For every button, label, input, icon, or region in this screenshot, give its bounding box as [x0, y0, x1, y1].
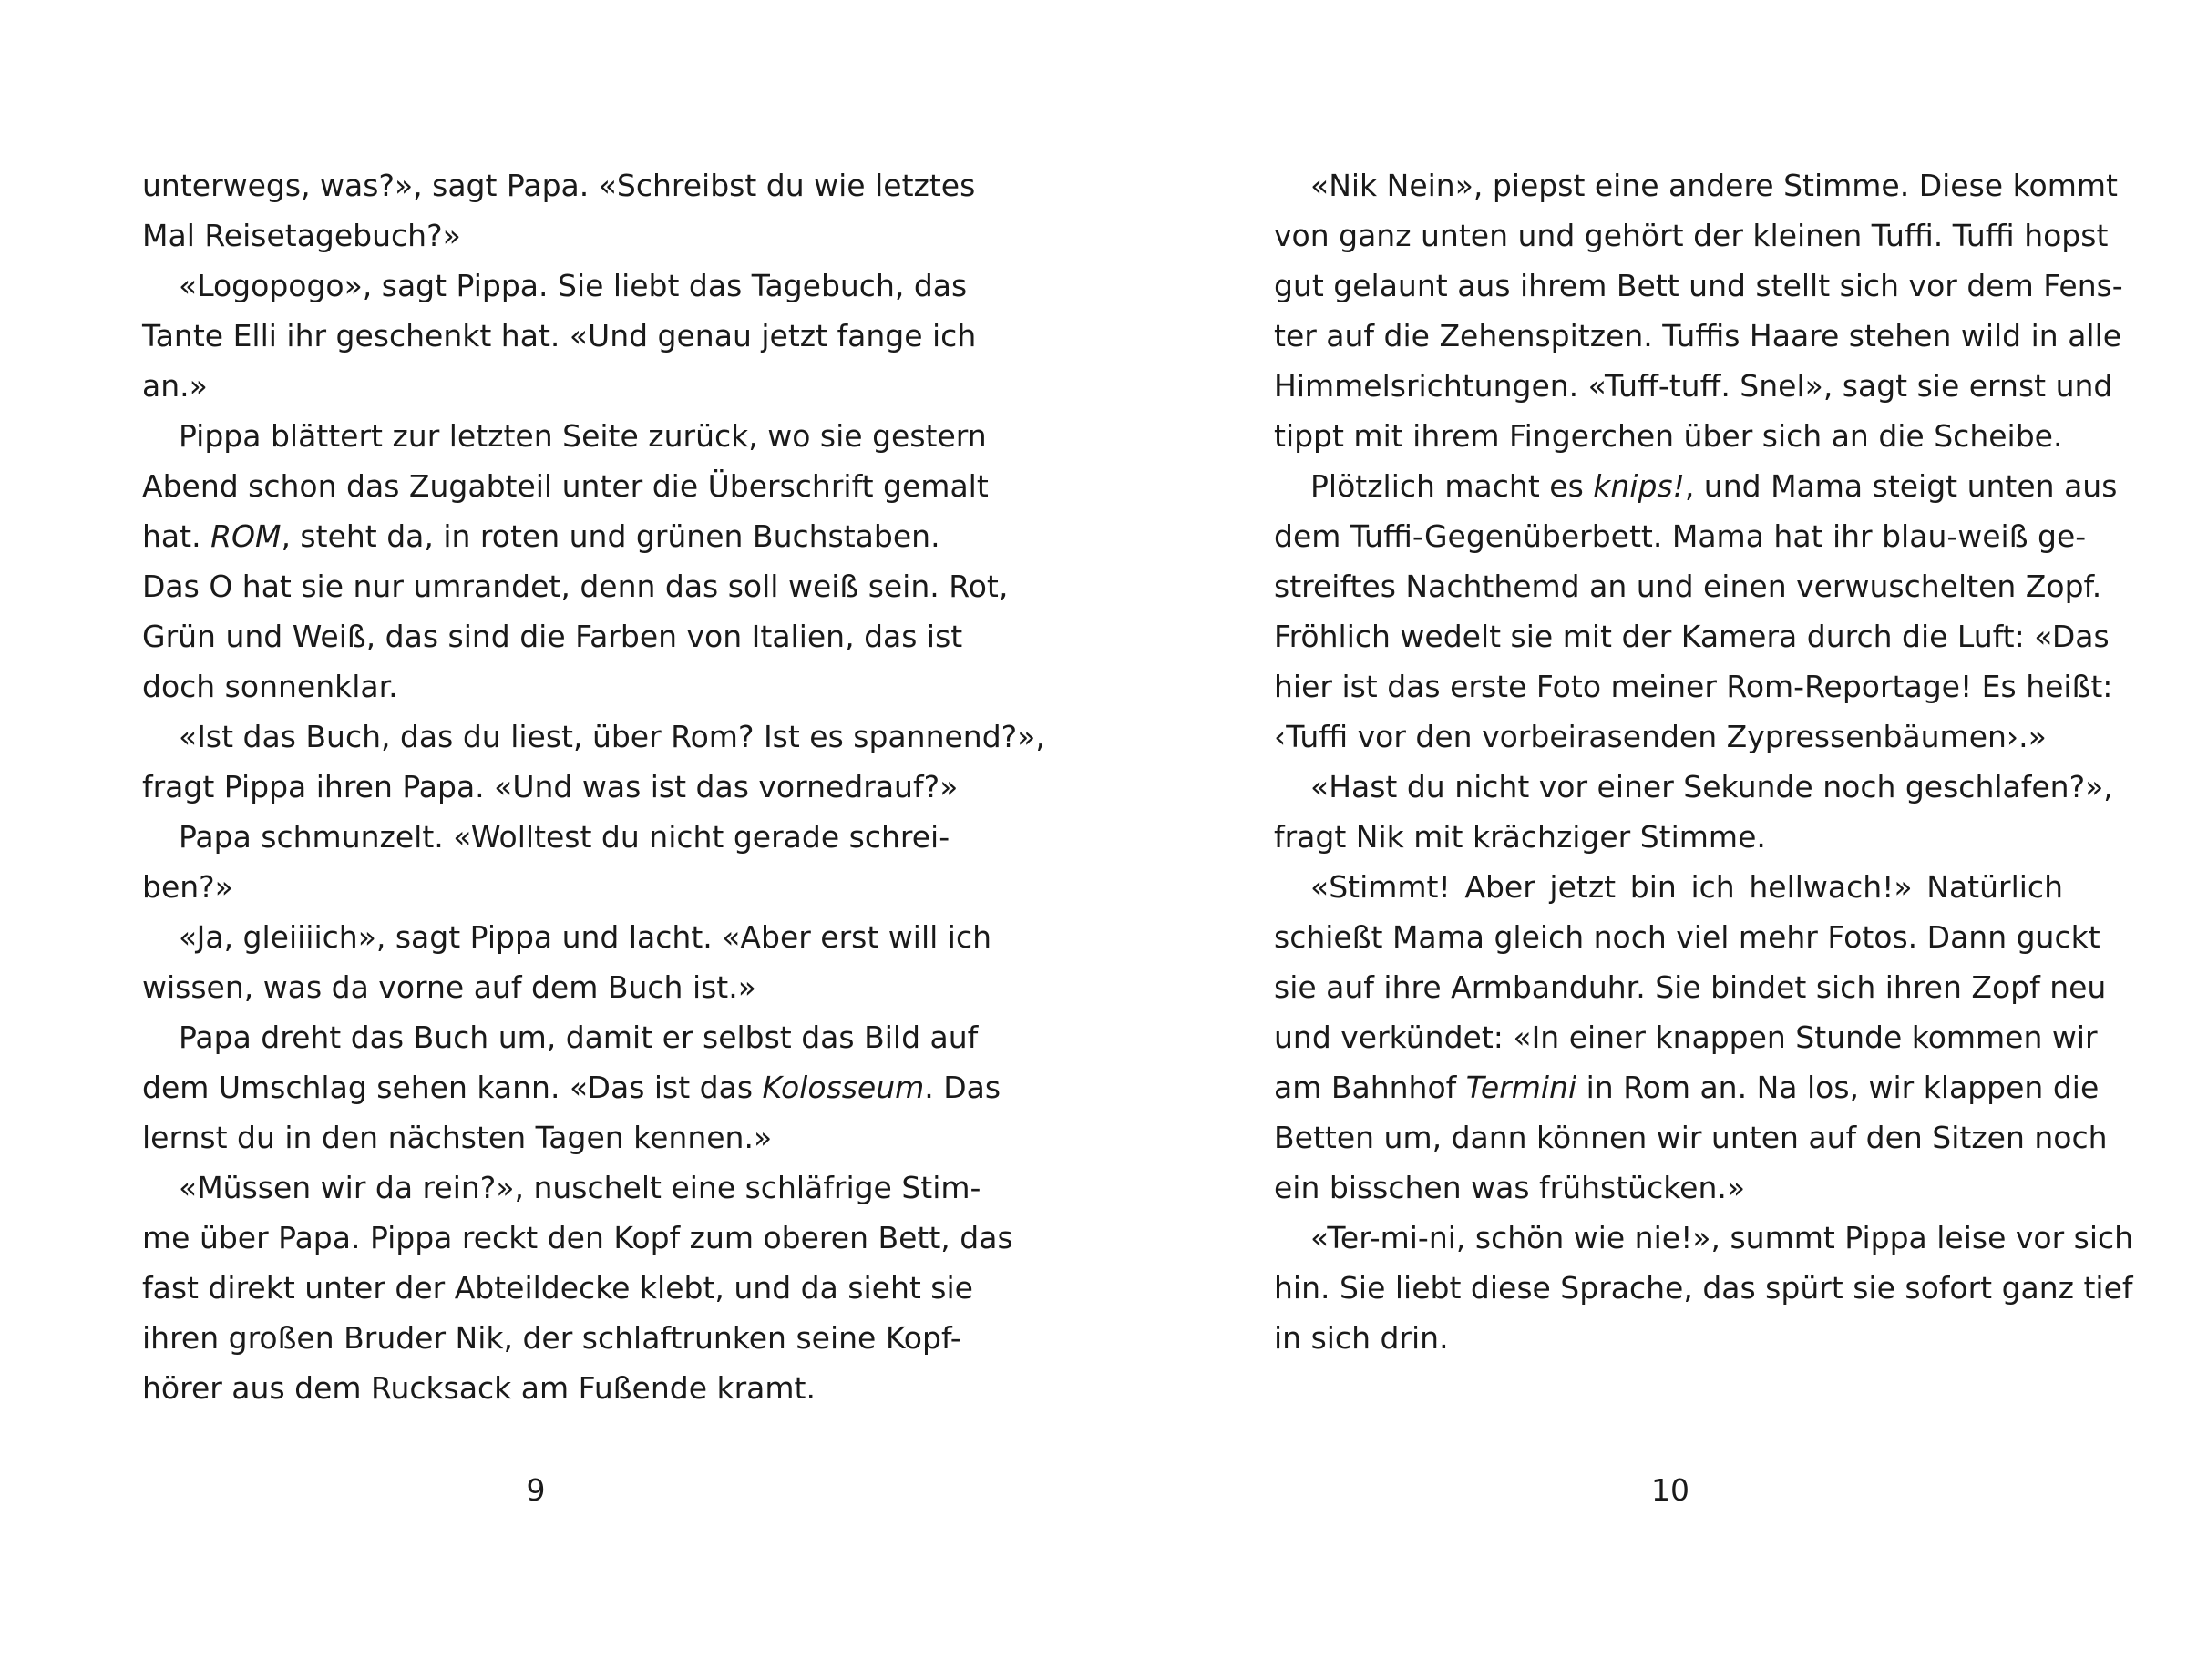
- text-line: dem Tuffi-Gegenüberbett. Mama hat ihr blau-weiß ge-: [1274, 518, 2087, 554]
- text-line: fragt Nik mit krächziger Stimme.: [1274, 819, 1766, 855]
- text-line: «Hast du nicht vor einer Sekunde noch geschlafen?»,: [1310, 769, 2113, 804]
- text-line: Papa dreht das Buch um, damit er selbst das Bild auf: [179, 1019, 979, 1055]
- text-line: hat. ROM, steht da, in roten und grünen Buchstaben.: [142, 518, 940, 554]
- text-line: «Ja, gleiiiich», sagt Pippa und lacht. «Aber erst will ich: [179, 919, 992, 955]
- page-number: 10: [1651, 1472, 1689, 1508]
- text-line: Tante Elli ihr geschenkt hat. «Und genau jetzt fange ich: [142, 318, 977, 353]
- text-line: Abend schon das Zugabteil unter die Überschrift gemalt: [142, 468, 989, 504]
- text-line: «Nik Nein», piepst eine andere Stimme. Diese kommt: [1310, 168, 2118, 203]
- text-line: me über Papa. Pippa reckt den Kopf zum oberen Bett, das: [142, 1220, 1013, 1255]
- text-line: Betten um, dann können wir unten auf den Sitzen noch: [1274, 1120, 2108, 1155]
- text-line: lernst du in den nächsten Tagen kennen.»: [142, 1120, 773, 1155]
- text-line: wissen, was da vorne auf dem Buch ist.»: [142, 969, 756, 1005]
- page-number: 9: [526, 1472, 546, 1508]
- text-line: doch sonnenklar.: [142, 669, 398, 704]
- text-line: Himmelsrichtungen. «Tuff-tuff. Snel», sagt sie ernst und: [1274, 368, 2113, 404]
- text-line: «Ter-mi-ni, schön wie nie!», summt Pippa leise vor sich: [1310, 1220, 2134, 1255]
- left-page-body: [142, 160, 1045, 1413]
- text-line: schießt Mama gleich noch viel mehr Fotos. Dann guckt: [1274, 919, 2100, 955]
- text-line: an.»: [142, 368, 208, 404]
- text-line: tippt mit ihrem Fingerchen über sich an die Scheibe.: [1274, 418, 2063, 454]
- text-line: hörer aus dem Rucksack am Fußende kramt.: [142, 1370, 816, 1406]
- text-line: Plötzlich macht es knips!, und Mama steigt unten aus: [1310, 468, 2118, 504]
- text-line: «Stimmt! Aber jetzt bin ich hellwach!» Natürlich: [1310, 869, 2063, 905]
- text-line: Papa schmunzelt. «Wolltest du nicht gerade schrei-: [179, 819, 950, 855]
- text-line: hin. Sie liebt diese Sprache, das spürt sie sofort ganz tief: [1274, 1270, 2133, 1306]
- text-line: «Ist das Buch, das du liest, über Rom? Ist es spannend?»,: [179, 719, 1045, 754]
- text-line: ter auf die Zehenspitzen. Tuffis Haare stehen wild in alle: [1274, 318, 2122, 353]
- text-line: ihren großen Bruder Nik, der schlaftrunken seine Kopf-: [142, 1320, 961, 1356]
- text-line: «Logopogo», sagt Pippa. Sie liebt das Tagebuch, das: [179, 268, 968, 303]
- text-line: ben?»: [142, 869, 233, 905]
- text-line: Pippa blättert zur letzten Seite zurück, wo sie gestern: [179, 418, 987, 454]
- text-line: Grün und Weiß, das sind die Farben von Italien, das ist: [142, 619, 963, 654]
- text-line: streiftes Nachthemd an und einen verwuschelten Zopf.: [1274, 569, 2102, 604]
- text-line: unterwegs, was?», sagt Papa. «Schreibst du wie letztes: [142, 168, 976, 203]
- text-line: gut gelaunt aus ihrem Bett und stellt sich vor dem Fens-: [1274, 268, 2123, 303]
- text-line: fast direkt unter der Abteildecke klebt, und da sieht sie: [142, 1270, 973, 1306]
- text-line: in sich drin.: [1274, 1320, 1449, 1356]
- text-line: dem Umschlag sehen kann. «Das ist das Kolosseum. Das: [142, 1070, 1001, 1105]
- text-line: von ganz unten und gehört der kleinen Tuffi. Tuffi hopst: [1274, 218, 2109, 253]
- text-line: ‹Tuffi vor den vorbeirasenden Zypressenbäumen›.»: [1274, 719, 2047, 754]
- text-line: Mal Reisetagebuch?»: [142, 218, 461, 253]
- right-page-body: [1274, 160, 2134, 1363]
- text-line: sie auf ihre Armbanduhr. Sie bindet sich ihren Zopf neu: [1274, 969, 2107, 1005]
- text-line: Das O hat sie nur umrandet, denn das soll weiß sein. Rot,: [142, 569, 1009, 604]
- text-line: ein bisschen was frühstücken.»: [1274, 1170, 1746, 1205]
- text-line: am Bahnhof Termini in Rom an. Na los, wir klappen die: [1274, 1070, 2100, 1105]
- text-line: fragt Pippa ihren Papa. «Und was ist das vornedrauf?»: [142, 769, 959, 804]
- text-line: «Müssen wir da rein?», nuschelt eine schläfrige Stim-: [179, 1170, 981, 1205]
- text-line: und verkündet: «In einer knappen Stunde kommen wir: [1274, 1019, 2098, 1055]
- text-line: hier ist das erste Foto meiner Rom-Reportage! Es heißt:: [1274, 669, 2113, 704]
- text-line: Fröhlich wedelt sie mit der Kamera durch die Luft: «Das: [1274, 619, 2110, 654]
